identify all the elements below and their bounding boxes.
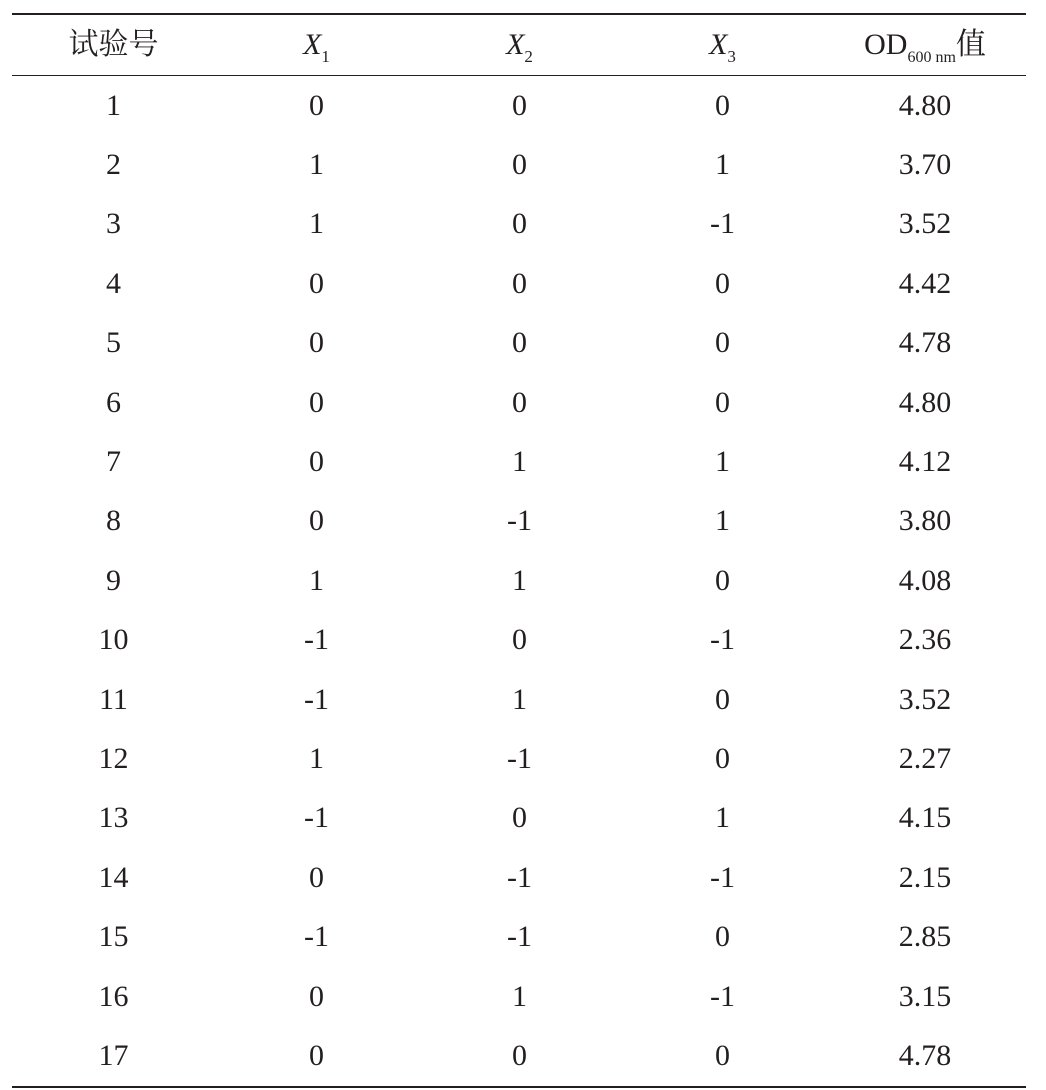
cell-trial-number: 14 bbox=[98, 860, 129, 894]
cell-x2: 1 bbox=[512, 445, 527, 479]
cell-od600-value: 4.15 bbox=[898, 801, 952, 835]
table-row bbox=[12, 729, 1026, 788]
cell-x2: 0 bbox=[512, 266, 527, 300]
cell-trial-number: 9 bbox=[106, 563, 121, 597]
cell-od600-value: 4.78 bbox=[898, 326, 952, 360]
cell-od600-value: 3.52 bbox=[898, 207, 952, 241]
cell-x1: 0 bbox=[309, 979, 324, 1013]
cell-x3: 0 bbox=[715, 682, 730, 716]
cell-od600-value: 4.78 bbox=[898, 1038, 952, 1072]
table-row bbox=[12, 789, 1026, 848]
cell-x2: 1 bbox=[512, 682, 527, 716]
cell-x1: 0 bbox=[309, 88, 324, 122]
cell-od600-value: 4.12 bbox=[898, 445, 952, 479]
cell-x2: 0 bbox=[512, 326, 527, 360]
cell-od600-value: 2.36 bbox=[898, 623, 952, 657]
cell-x3: 0 bbox=[715, 563, 730, 597]
cell-trial-number: 11 bbox=[99, 682, 128, 716]
table-row bbox=[12, 492, 1026, 551]
header-x3-variable: X bbox=[709, 28, 728, 61]
header-od-suffix: 值 bbox=[955, 28, 986, 61]
cell-x1: 0 bbox=[309, 504, 324, 538]
cell-x3: 0 bbox=[715, 920, 730, 954]
cell-x3: -1 bbox=[710, 979, 735, 1013]
header-x1-variable: X bbox=[303, 28, 322, 61]
cell-x3: 0 bbox=[715, 741, 730, 775]
cell-od600-value: 2.85 bbox=[898, 920, 952, 954]
table-header-row bbox=[12, 14, 1026, 76]
cell-x2: 0 bbox=[512, 1038, 527, 1072]
cell-x1: 1 bbox=[309, 563, 324, 597]
cell-trial-number: 1 bbox=[106, 88, 121, 122]
header-x2-subscript: 2 bbox=[524, 47, 533, 66]
table-row bbox=[12, 254, 1026, 313]
cell-trial-number: 5 bbox=[106, 326, 121, 360]
cell-x3: 1 bbox=[715, 445, 730, 479]
cell-x3: -1 bbox=[710, 623, 735, 657]
table-row bbox=[12, 1026, 1026, 1086]
cell-x3: 0 bbox=[715, 385, 730, 419]
cell-od600-value: 4.42 bbox=[898, 266, 952, 300]
cell-trial-number: 15 bbox=[98, 920, 129, 954]
table-row bbox=[12, 551, 1026, 610]
header-od600-value bbox=[824, 14, 1026, 76]
table-row bbox=[12, 135, 1026, 194]
cell-od600-value: 2.15 bbox=[898, 860, 952, 894]
cell-trial-number: 13 bbox=[98, 801, 129, 835]
header-od-main: OD bbox=[864, 28, 908, 61]
cell-x1: -1 bbox=[304, 682, 329, 716]
header-x3 bbox=[621, 14, 824, 76]
cell-x1: 0 bbox=[309, 385, 324, 419]
cell-od600-value: 2.27 bbox=[898, 741, 952, 775]
table-row bbox=[12, 373, 1026, 432]
cell-x1: -1 bbox=[304, 920, 329, 954]
cell-trial-number: 6 bbox=[106, 385, 121, 419]
cell-x2: -1 bbox=[507, 741, 532, 775]
cell-x2: 1 bbox=[512, 979, 527, 1013]
cell-trial-number: 8 bbox=[106, 504, 121, 538]
cell-x1: 0 bbox=[309, 445, 324, 479]
cell-x1: 0 bbox=[309, 326, 324, 360]
cell-od600-value: 4.08 bbox=[898, 563, 952, 597]
cell-x3: -1 bbox=[710, 207, 735, 241]
cell-od600-value: 4.80 bbox=[898, 88, 952, 122]
cell-x2: -1 bbox=[507, 860, 532, 894]
cell-x2: 0 bbox=[512, 148, 527, 182]
header-trial-label: 试验号 bbox=[68, 28, 159, 61]
table-row bbox=[12, 907, 1026, 966]
cell-x2: -1 bbox=[507, 504, 532, 538]
cell-od600-value: 3.80 bbox=[898, 504, 952, 538]
cell-od600-value: 3.52 bbox=[898, 682, 952, 716]
cell-x1: 1 bbox=[309, 148, 324, 182]
cell-trial-number: 7 bbox=[106, 445, 121, 479]
cell-trial-number: 17 bbox=[98, 1038, 129, 1072]
header-x1 bbox=[215, 14, 418, 76]
table-row bbox=[12, 670, 1026, 729]
cell-x2: -1 bbox=[507, 920, 532, 954]
data-table-container bbox=[12, 13, 1026, 1088]
cell-x2: 1 bbox=[512, 563, 527, 597]
cell-x3: 0 bbox=[715, 1038, 730, 1072]
cell-x3: 0 bbox=[715, 326, 730, 360]
cell-x1: 1 bbox=[309, 741, 324, 775]
table-row bbox=[12, 848, 1026, 907]
cell-x1: -1 bbox=[304, 801, 329, 835]
cell-x3: -1 bbox=[710, 860, 735, 894]
cell-od600-value: 3.15 bbox=[898, 979, 952, 1013]
header-x2 bbox=[418, 14, 621, 76]
cell-x3: 0 bbox=[715, 88, 730, 122]
cell-x2: 0 bbox=[512, 801, 527, 835]
table-row bbox=[12, 432, 1026, 491]
cell-x1: -1 bbox=[304, 623, 329, 657]
cell-od600-value: 3.70 bbox=[898, 148, 952, 182]
cell-x1: 0 bbox=[309, 266, 324, 300]
header-x2-variable: X bbox=[506, 28, 525, 61]
cell-trial-number: 12 bbox=[98, 741, 129, 775]
table-row bbox=[12, 611, 1026, 670]
cell-x3: 0 bbox=[715, 266, 730, 300]
table-row bbox=[12, 967, 1026, 1026]
cell-trial-number: 10 bbox=[98, 623, 129, 657]
cell-trial-number: 4 bbox=[106, 266, 121, 300]
header-x3-subscript: 3 bbox=[727, 47, 736, 66]
table-body bbox=[12, 76, 1026, 1087]
header-od-subscript: 600 nm bbox=[907, 49, 956, 66]
cell-od600-value: 4.80 bbox=[898, 385, 952, 419]
cell-trial-number: 3 bbox=[106, 207, 121, 241]
header-trial-number bbox=[12, 14, 215, 76]
cell-x2: 0 bbox=[512, 623, 527, 657]
cell-x3: 1 bbox=[715, 801, 730, 835]
header-x1-subscript: 1 bbox=[321, 47, 330, 66]
cell-x1: 1 bbox=[309, 207, 324, 241]
cell-trial-number: 16 bbox=[98, 979, 129, 1013]
cell-x3: 1 bbox=[715, 148, 730, 182]
table-row bbox=[12, 314, 1026, 373]
cell-x1: 0 bbox=[309, 860, 324, 894]
cell-x2: 0 bbox=[512, 207, 527, 241]
cell-x1: 0 bbox=[309, 1038, 324, 1072]
table-row bbox=[12, 76, 1026, 136]
cell-x2: 0 bbox=[512, 385, 527, 419]
cell-x2: 0 bbox=[512, 88, 527, 122]
experiment-results-table bbox=[12, 13, 1026, 1088]
cell-x3: 1 bbox=[715, 504, 730, 538]
cell-trial-number: 2 bbox=[106, 148, 121, 182]
table-row bbox=[12, 195, 1026, 254]
